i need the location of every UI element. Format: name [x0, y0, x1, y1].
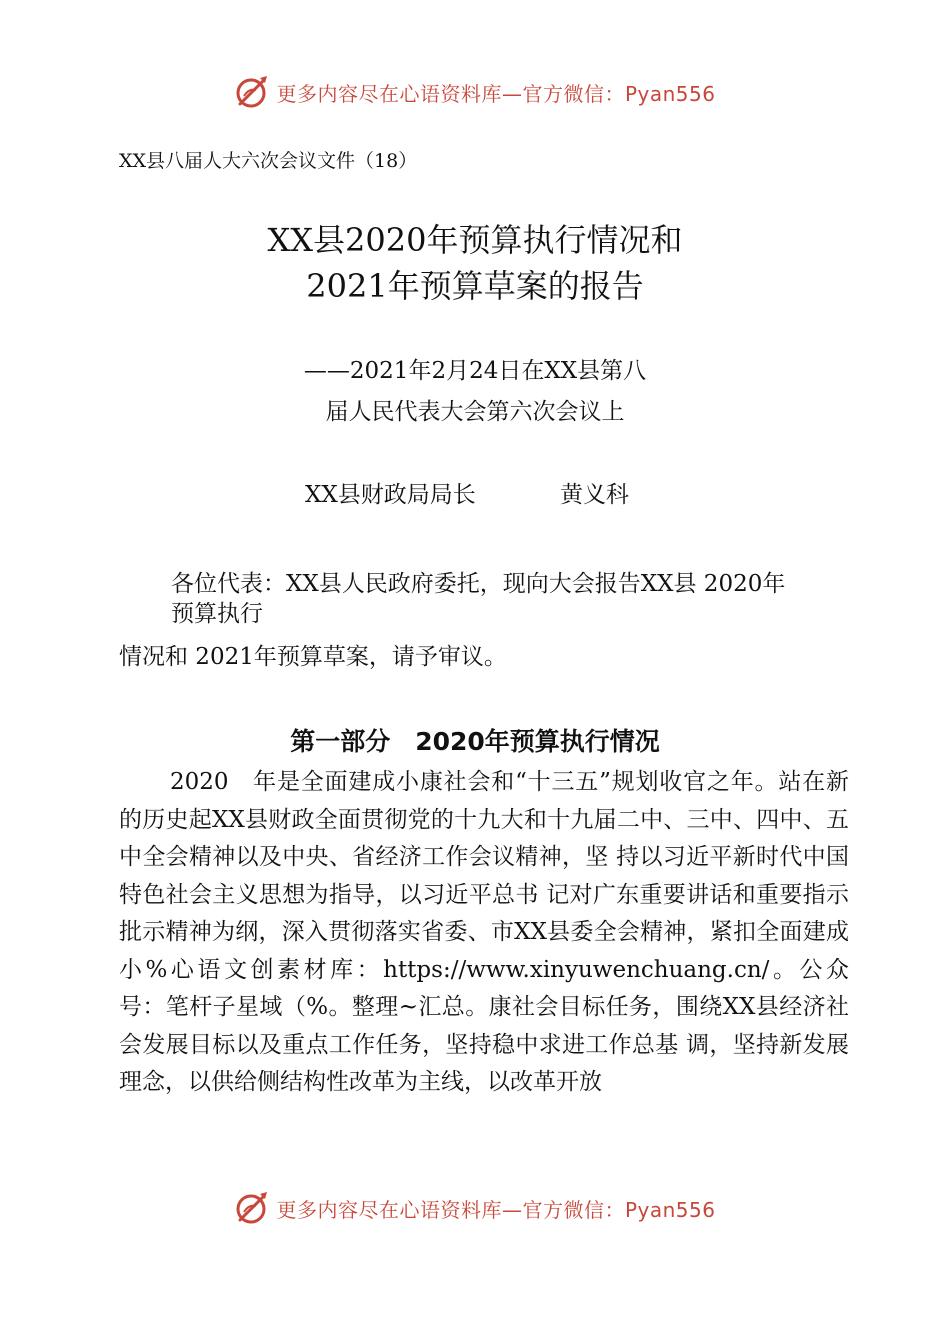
brush-logo-icon [234, 1190, 270, 1226]
intro-line2: 预算执行 [171, 601, 263, 627]
report-title-line1: XX县2020年预算执行情况和 [267, 221, 683, 259]
body-paragraph: 2020 年是全面建成小康社会和“十三五”规划收官之年。站在新的历史起XX县财政全面贯彻党的十九大和十九届二中、三中、四中、五中全会精神以及中央、省经济工作会议精神，坚 持以习近平新时代中国特色社会主义思想为指导，以习近平总书 记对广东重要讲话和重要指示批示精神为纲，深入贯彻落实省委、市XX县委全会精神，紧扣全面建成小%心语文创素材库：https://www.xinyuwenchuang.cn/。公众号：笔杆子星域（%。整理~汇总。康社会目标任务，围绕XX县经济社会发展目标以及重点工作任务，坚持稳中求进工作总基 调，坚持新发展理念，以供给侧结构性改革为主线，以改革开放 [119, 769, 849, 1095]
banner-text: 更多内容尽在心语资料库—官方微信：Pyan556 [276, 1197, 716, 1222]
document-label: XX县八届人大六次会议文件（18） [119, 150, 418, 172]
header-banner [0, 70, 950, 114]
brush-logo-icon [234, 74, 270, 110]
subtitle-line2: 届人民代表大会第六次会议上 [325, 399, 625, 425]
banner-text: 更多内容尽在心语资料库—官方微信：Pyan556 [276, 81, 716, 106]
footer-banner [0, 1186, 950, 1230]
report-title-line2: 2021年预算草案的报告 [306, 267, 644, 305]
intro-line3: 情况和 2021年预算草案，请予审议。 [119, 644, 507, 670]
subtitle-line1: ——2021年2月24日在XX县第八 [303, 358, 647, 384]
section-heading: 第一部分 2020年预算执行情况 [290, 727, 660, 756]
author-name: 黄义科 [560, 482, 629, 508]
intro-line1: 各位代表：XX县人民政府委托，现向大会报告XX县 2020年 [171, 571, 786, 597]
author-title: XX县财政局局长 [305, 482, 476, 508]
